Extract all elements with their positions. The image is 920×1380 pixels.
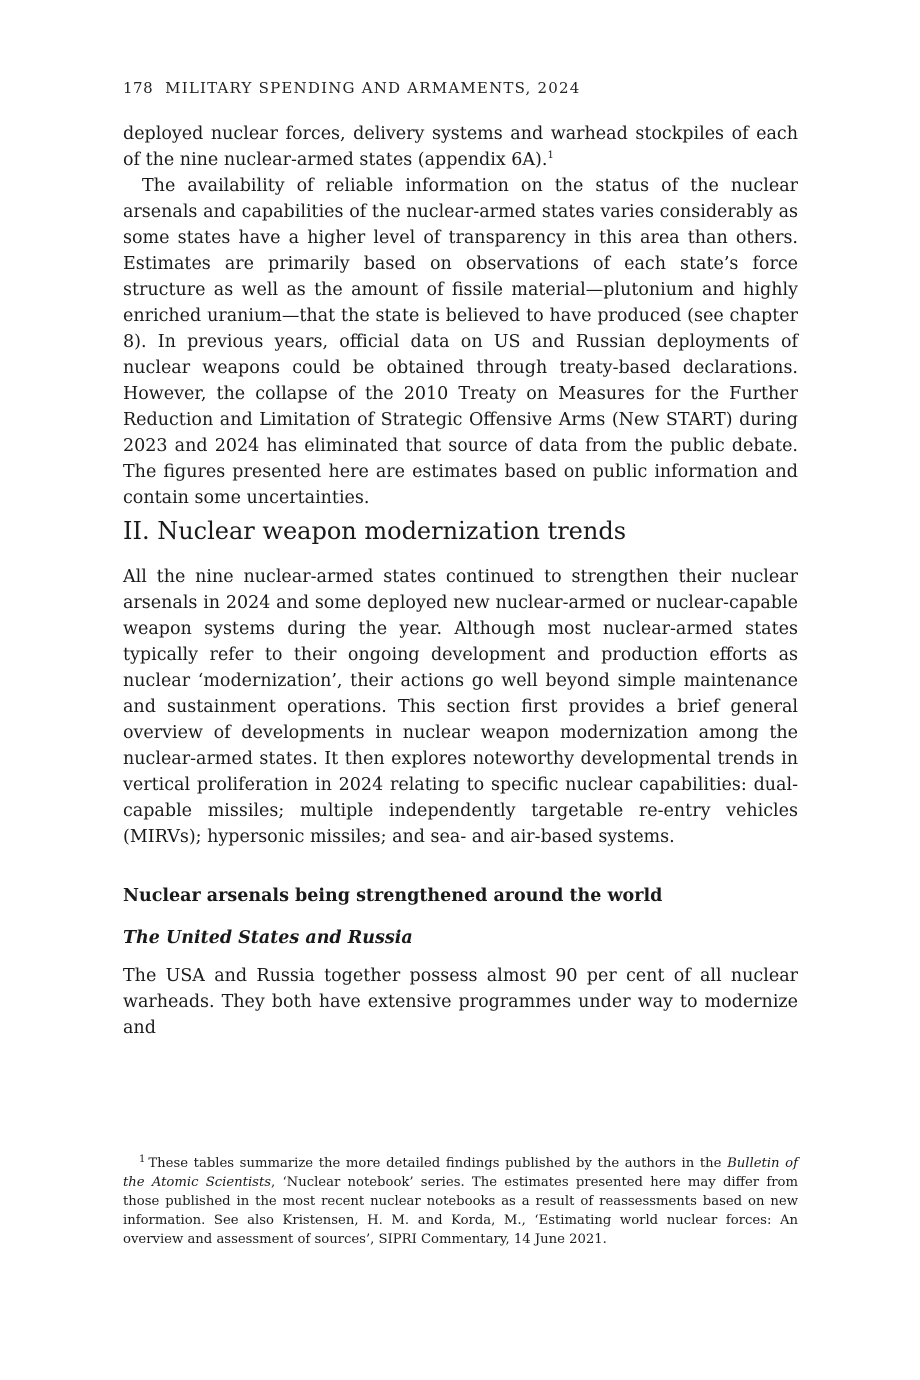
page-number: 178: [123, 79, 154, 97]
footnote-text-b: , ‘Nuclear notebook’ series. The estimates presented here may differ from those published in the most recent nuclear notebooks as a result of reassessments based on new information. See also Kristensen, H. M. and Korda, M., ‘Estimating world nuclear forces: An overview and assessment of sources’, SIPRI Commentary, 14 June 2021.: [123, 1175, 798, 1247]
footnote-text-a: These tables summarize the more detailed findings published by the authors in the: [148, 1156, 728, 1171]
footnote-mark: 1: [139, 1153, 146, 1165]
subheading: Nuclear arsenals being strengthened around the world: [123, 886, 663, 906]
intro-paragraph-1: deployed nuclear forces, delivery systems and warhead stockpiles of each of the nine nuclear-armed states (appendix 6A).$^1$: [123, 124, 798, 170]
footnote-journal: Bulletin of the Atomic Scientists: [123, 1156, 798, 1190]
intro-paragraph-2: The availability of reliable information on the status of the nuclear arsenals and capabilities of the nuclear-armed states varies considerably as some states have a higher level of transparency in this area than others. Estimates are primarily based on observations of each state’s force structure as well as the amount of fissile material—plutonium and highly enriched uranium—that the state is believed to have produced (see chapter 8). In previous years, official data on US and Russian deployments of nuclear weapons could be obtained through treaty-based declarations. However, the collapse of the 2010 Treaty on Measures for the Further Reduction and Limitation of Strategic Offensive Arms (New START) during 2023 and 2024 has eliminated that source of data from the public debate. The figures presented here are estimates based on public information and contain some uncertainties.: [123, 176, 798, 508]
running-header: [123, 79, 580, 97]
section-paragraph-1: All the nine nuclear-armed states continued to strengthen their nuclear arsenals in 2024 and some deployed new nuclear-armed or nuclear-capable weapon systems during the year. Although most nuclear-armed states typically refer to their ongoing development and production efforts as nuclear ‘modernization’, their actions go well beyond simple maintenance and sustainment operations. This section first provides a brief general overview of developments in nuclear weapon modernization among the nuclear-armed states. It then explores noteworthy developmental trends in vertical proliferation in 2024 relating to specific nuclear capabilities: dual-capable missiles; multiple independently targetable re-entry vehicles (MIRVs); hypersonic missiles; and sea- and air-based systems.: [123, 567, 798, 847]
running-title: MILITARY SPENDING AND ARMAMENTS, 2024: [165, 79, 581, 97]
footnote: [123, 1154, 798, 1249]
intro-text: [123, 121, 798, 511]
footnote-reference[interactable]: 1: [547, 150, 554, 162]
section-paragraph-2: The USA and Russia together possess almost 90 per cent of all nuclear warheads. They both have extensive programmes under way to modernize and: [123, 966, 798, 1038]
section-title: II. Nuclear weapon modernization trends: [123, 517, 627, 545]
subsubheading: The United States and Russia: [123, 928, 413, 948]
